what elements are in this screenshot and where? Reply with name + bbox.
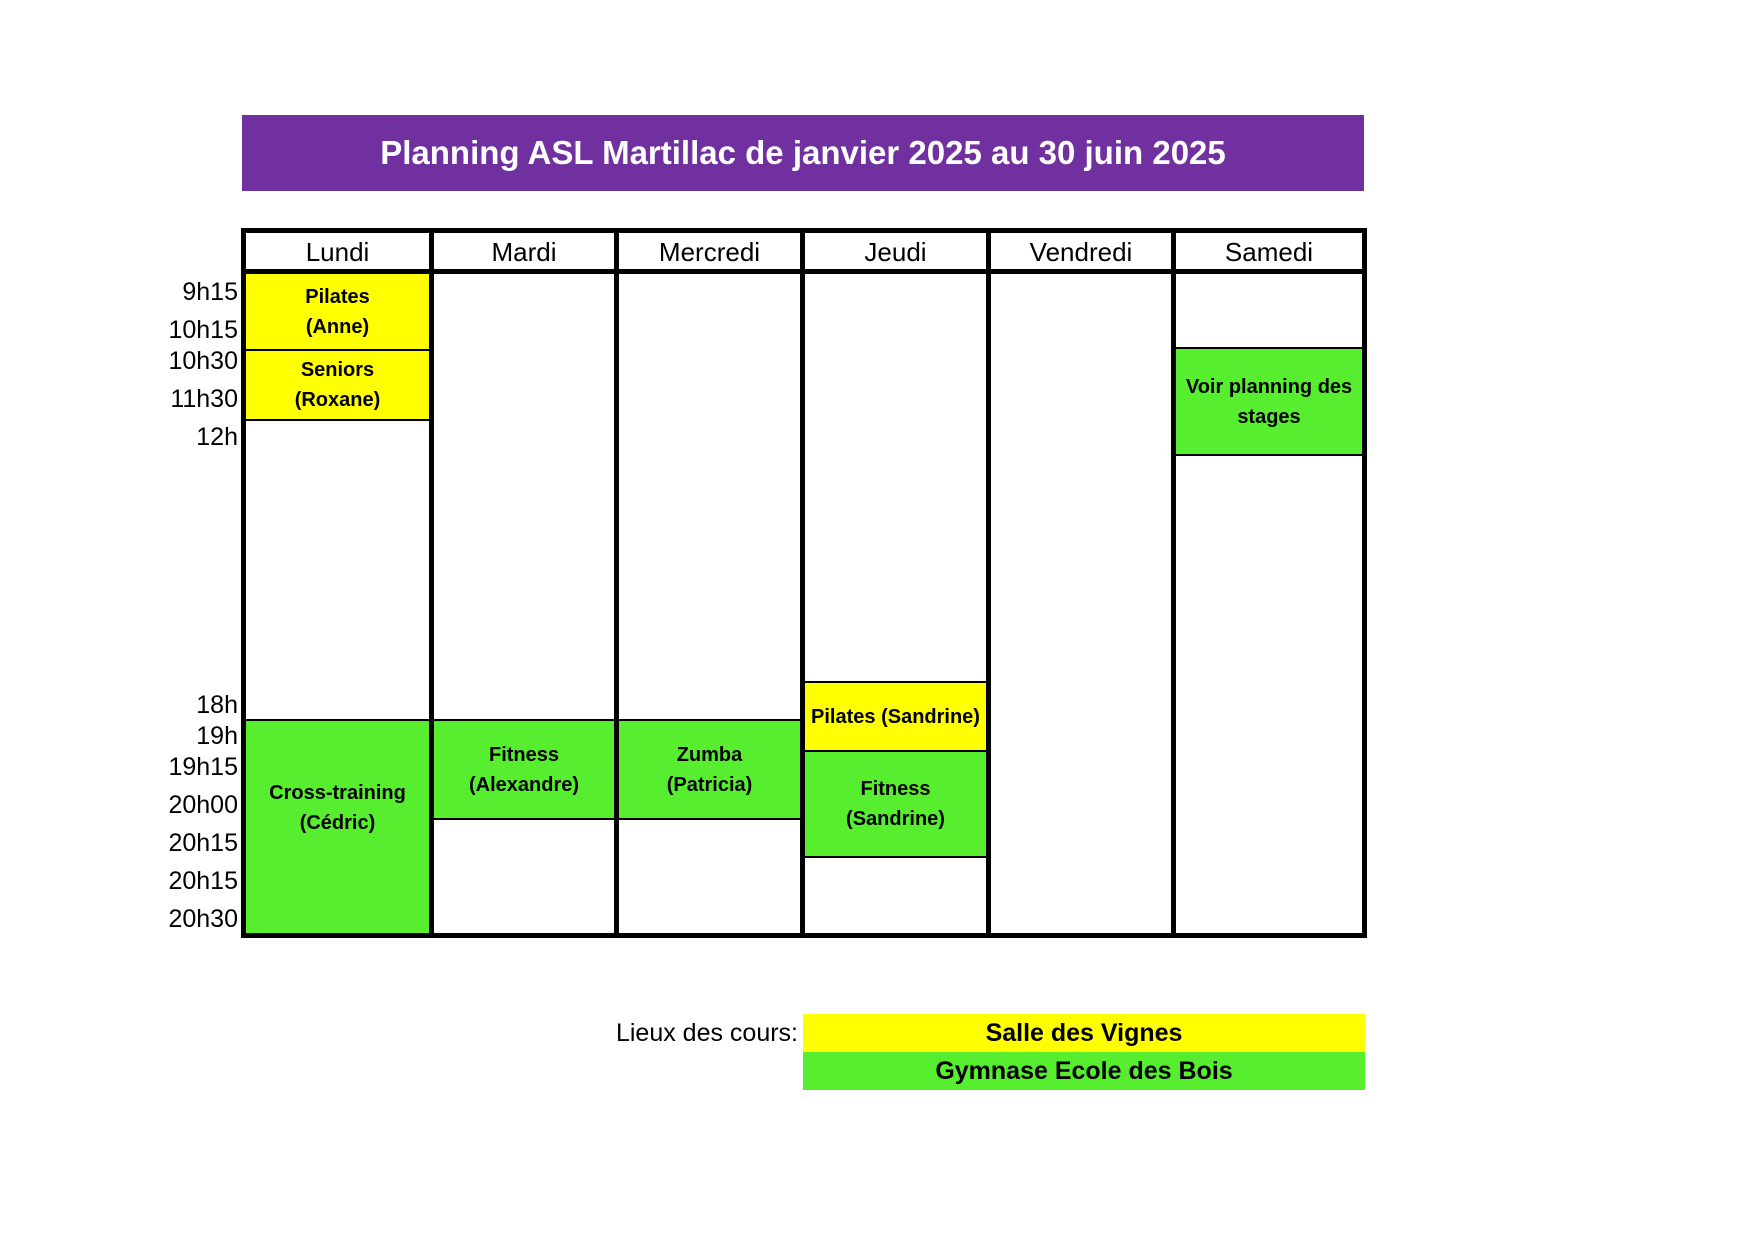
time-label: 11h30 [170, 385, 238, 413]
day-header-jeudi: Jeudi [864, 236, 927, 267]
session-name: Cross-training [269, 782, 406, 804]
time-label: 18h [196, 691, 238, 719]
time-label: 20h30 [168, 905, 238, 933]
session-name: Pilates [305, 285, 370, 308]
session-name: Voir planning des [1185, 375, 1353, 398]
session-coach: (Sandrine) [846, 808, 945, 830]
session-coach: (Cédric) [299, 812, 376, 834]
legend-label: Lieux des cours: [615, 1019, 798, 1047]
time-label: 20h15 [168, 829, 238, 857]
time-label: 12h [196, 423, 238, 451]
page-title: Planning ASL Martillac de janvier 2025 au 30 juin 2025 [242, 115, 1364, 191]
session-name: Fitness [488, 743, 560, 766]
session-name: Seniors [300, 359, 375, 381]
legend-gymnase-ecole-des-bois: Gymnase Ecole des Bois [803, 1052, 1365, 1090]
day-header-vendredi: Vendredi [1029, 236, 1133, 267]
time-label: 20h00 [168, 791, 238, 819]
time-label: 10h30 [168, 347, 238, 375]
grid-border [241, 228, 1367, 938]
time-label: 10h15 [168, 316, 238, 344]
time-label: 9h15 [182, 278, 238, 306]
time-label: 19h15 [168, 753, 238, 781]
session-coach: (Alexandre) [468, 773, 580, 796]
session-name: Zumba [676, 743, 743, 766]
day-header-samedi: Samedi [1224, 236, 1314, 267]
session-coach: (Roxane) [294, 389, 381, 411]
session-name: Fitness [860, 778, 931, 800]
session-coach: (Patricia) [666, 773, 753, 796]
day-header-mercredi: Mercredi [658, 236, 761, 267]
legend-salle-des-vignes: Salle des Vignes [803, 1014, 1365, 1052]
session-coach: (Anne) [305, 315, 370, 338]
time-label: 19h [196, 722, 238, 750]
day-header-mardi: Mardi [491, 236, 557, 267]
session-coach: stages [1237, 405, 1301, 428]
time-label: 20h15 [168, 867, 238, 895]
session-name: Pilates (Sandrine) [811, 706, 980, 728]
day-header-lundi: Lundi [305, 236, 370, 267]
